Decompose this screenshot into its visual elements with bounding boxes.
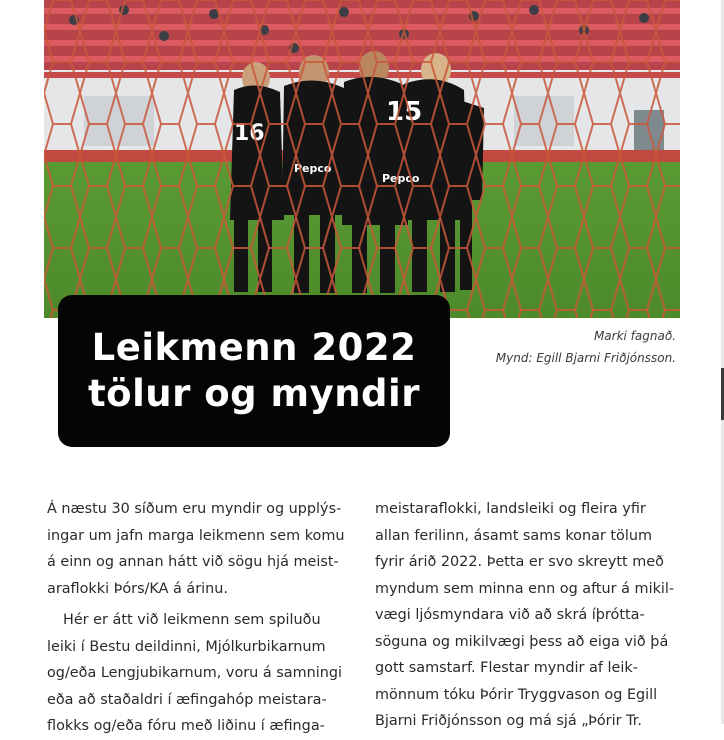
- title-box: [58, 295, 450, 447]
- text-line: ingar um jafn marga leikmenn sem komu: [47, 527, 345, 544]
- text-line: og/eða Lengjubikarnum, voru á samningi: [47, 665, 342, 681]
- text-line: Hér er átt við leikmenn sem spiluðu: [63, 612, 321, 628]
- text-line: söguna og mikilvægi þess að eiga við þá: [375, 633, 669, 650]
- text-line: gott samstarf. Flestar myndir af leik-: [375, 660, 638, 676]
- text-line: meistaraflokki, landsleiki og fleira yfir: [375, 501, 646, 517]
- paragraph: [375, 496, 679, 735]
- paragraph: [47, 607, 351, 740]
- text-line: araflokki Þórs/KA á árinu.: [47, 580, 228, 597]
- text-line: allan ferilinn, ásamt sams konar tölum: [375, 527, 652, 544]
- text-line: mönnum tóku Þórir Tryggvason og Egill: [375, 686, 658, 703]
- text-line: flokks og/eða fóru með liðinu í æfinga-: [47, 718, 325, 734]
- text-line: á einn og annan hátt við sögu hjá meist-: [47, 554, 339, 570]
- caption-line-2: Mynd: Egill Bjarni Friðjónsson.: [495, 351, 676, 365]
- text-column-right: [375, 496, 679, 735]
- photo-caption: [496, 325, 676, 369]
- text-line: fyrir árið 2022. Þetta er svo skreytt með: [375, 554, 664, 570]
- text-line: leiki í Bestu deildinni, Mjólkurbikarnum: [47, 638, 326, 655]
- text-line: Á næstu 30 síðum eru myndir og upplýs-: [47, 501, 342, 517]
- team-celebration-photo: [44, 0, 680, 318]
- paragraph: [47, 496, 351, 602]
- text-line: Bjarni Friðjónsson og má sjá „Þórir Tr.: [375, 713, 642, 729]
- page-title-line-2: tölur og myndir: [88, 372, 420, 415]
- text-line: vægi ljósmyndara við að skrá íþrótta-: [375, 607, 645, 623]
- caption-line-1: Marki fagnað.: [593, 329, 676, 343]
- text-line: myndum sem minna enn og aftur á mikil-: [375, 580, 675, 597]
- page-title-line-1: Leikmenn 2022: [91, 326, 417, 369]
- text-column-left: [47, 496, 351, 740]
- text-line: eða að staðaldri í æfingahóp meistara-: [47, 691, 327, 708]
